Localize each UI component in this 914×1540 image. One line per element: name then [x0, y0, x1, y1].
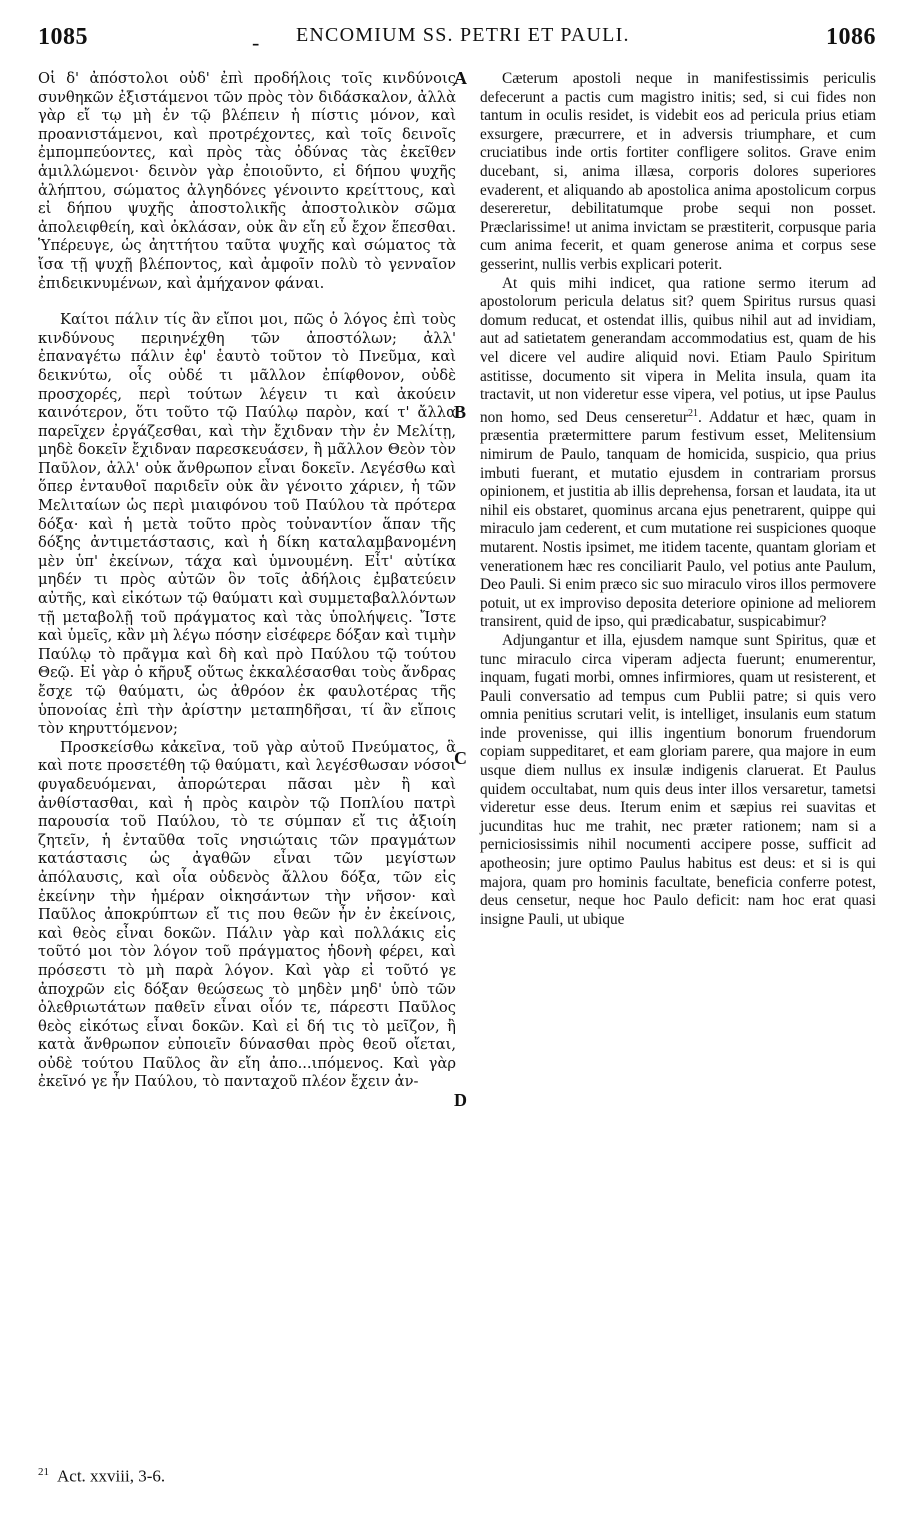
latin-paragraph-3: Adjungantur et illa, ejusdem namque sunt Spiritus, quæ et tunc miraculo circa viperam adjecta fuerunt; enumerentur, inquam, fugati morbi, omnes infirmiores, quam ut resisterent, et Pauli conversatio ad tempus cum Publii patre; si quis vero omnia penitius scrutari velit, is intelliget, insulanis eum statum inde provenisse, qui illis ingentium bonorum fruendorum copiam suppeditaret, et eam gloriam parere, qua majore in eum usque diem nullus ex insulæ indigenis claruerat. Et Paulus quidem occultabat, num quis deus inter illos versaretur, tametsi videretur esse deus. Iterum enim et sæpius rei suavitas et jucunditas huc me trahit, nec præter rationem; nam si a perniciosissimis nihil nocumenti accipere posse, sufficit ad apotheosin; jure optimo Paulus habitus est deus: et si is qui majora, quam pro hominis facultate, beneficia conferre potest, deus censetur, neque hoc Paulo deficit: nam hoc erat quasi insigne Pauli, ut ubique: [480, 631, 876, 928]
latin-column: [480, 70, 876, 929]
footnote-ref: 21: [687, 407, 698, 419]
latin-paragraph-1: Cæterum apostoli neque in manifestissimis periculis defecerunt a pactis cum magistro initis; sed, si cui fides non tantum in oculis residet, is videbit eos ad pericula prius etiam exsurgere, præcurrere, et in adversis triumphare, et cum cruciatibus inde ortis fortiter confligere solitos. Grave enim ducebant, si, anima illæsa, corporis dolores superiores evaderent, et aliquando ab apostolica anima apostolicum corpus desereretur, debilitatumque probe sequi non posset. Præclarissime! ut anima invictam se præstiterit, corpusque paria cum anima fecerit, et quam generose anima et corpus sese gesserint, nullis verbis explicari poterit.: [480, 70, 876, 273]
margin-letter-a: A: [454, 68, 467, 88]
margin-letter-d: D: [454, 1090, 467, 1110]
latin-paragraph-2-tail: . Addatur et hæc, quam in præsentia prætermittere parum festivum esset, Melitensium nimirum de Paulo, tanquam de homicida, suspicio, qua prius imbuti fuerant, et mutatio ejusdem in contrariam prorsus opinionem, et justitia ab illis deprehensa, forsan et laudata, ita ut nihil eis obstaret, quominus arcana ejus penetrarent, quippe qui miraculo jam cederent, et cum mutatione rei suspiciones quoque mutarent. Nostis ipsimet, me itidem tacente, quantam gloriam et venerationem hæc res conciliarit Paulo, vel potius ante Paulum, Deo Pauli. Si enim præco sic suo miraculo viros illos permovere potuit, ut ex improviso deposita deteriore opinione ad meliorem transirent, quid de ipso, qui prædicabatur, suspicabimur?: [480, 408, 876, 631]
margin-letter-b: B: [454, 402, 467, 422]
greek-paragraph-2: Καίτοι πάλιν τίς ἂν εἴποι μοι, πῶς ὁ λόγος ἐπὶ τοὺς κινδύνους περιηνέχθη τῶν ἀποστόλων; ἀλλ' ἐπαναγέτω πάλιν ἐφ' ἑαυτὸ τοῦτον τὸ Πνεῦμα, καὶ δεικνύτω, οἷς οὐδέ τι μᾶλλον ἐπίφθονον, οὐδὲ προσχορές, περὶ τούτων λέγειν τι καὶ ἀκούειν καινότερον, ὅτι τοῦτο τῷ Παύλῳ παρὸν, καί τ' ἄλλα παρεῖχεν ἐργάζεσθαι, καὶ τὴν ἔχιδναν τὴν ἐν Μελίτῃ, μηδὲ δοκεῖν ἔχιδναν παρεσκευάσεν, ἢ μᾶλλον Θεὸν τὸν Παῦλον, ἀλλ' οὐκ ἄνθρωπον εἶναι δοκεῖν. Λεγέσθω καὶ ὅπερ ἐνταυθοῖ παριδεῖν οὐκ ἂν γένοιτο χάριεν, ἡ τῶν Μελιταίων ὡς περὶ μιαιφόνου τοῦ Παύλου τὰ πρότερα δόξα· καὶ ἡ μετὰ τοῦτο πρὸς τοὐναντίον ἅπαν τῆς δόξης ἀντιμετάστασις, καὶ ἡ δίκη καταλαμβανομένη μὲν ὑπ' ἐκείνων, τάχα καὶ ὑμνουμένη. Εἶτ' αὐτίκα μηδέν τι πρὸς αὐτῶν ὃν τοῖς ἀδήλοις ἐμβατεύειν αὐτῆς, καὶ εἰκότων τῷ θαύματι καὶ συμμεταβαλλόντων τῇ μεταβολῇ τοῦ πράγματος καὶ τὰς ὑπολήψεις. Ἴστε καὶ ὑμεῖς, κἂν μὴ λέγω πόσην εἰσέφερε δόξαν καὶ τιμὴν Παύλῳ τὸ πρᾶγμα καὶ δὴ καὶ πρὸ Παύλου τῷ τούτου Θεῷ. Εἰ γὰρ ὁ κῆρυξ οὕτως ἐκκαλέσασθαι τοὺς ἄνδρας ἔσχε τῷ θαύματι, ὡς ἀθρόον ἐκ φαυλοτέρας τῆς ὑπονοίας ἐπὶ τὴν ἀρίστην μεταπηδῆσαι, τί ἂν εἴποις τὸν κηρυττόμενον;: [38, 311, 456, 738]
footnote-text: Act. xxviii, 3-6.: [57, 1466, 166, 1486]
page-number-right: 1086: [826, 24, 876, 50]
footnote: [38, 1466, 165, 1487]
latin-paragraph-2-text: At quis mihi indicet, qua ratione sermo iterum ad apostolorum pericula delatus sit? quem Spiritus rursus quasi domum reducat, et ostendat illis, quibus nihil aut ad invidiam, aut ad satietatem generandam accommodatius est, quam de his vel dicere vel audire aliquid novi. Etiam Paulo Spiritum astitisse, documento sit vipera in Melita insula, quam ita tractavit, ut non videretur esse vipera, vel potius, ut ipse Paulus non homo, sed Deus censeretur: [480, 274, 876, 426]
greek-paragraph-1: Οἱ δ' ἀπόστολοι οὐδ' ἐπὶ προδήλοις τοῖς κινδύνοις συνθηκῶν ἐξιστάμενοι τῶν πρὸς τὸν διδάσκαλον, ἀλλὰ γὰρ εἴ τῳ μὴ ἐν τῷ βλέπειν ἡ πίστις μόνον, καὶ προανιστάμενοι, καὶ προτρέχοντες, καὶ τοῖς δεινοῖς ἐμπομπεύοντες, καὶ πρὸς τὰς ὀδύνας τὰς ἐκεῖθεν ἁμιλλώμενοι· δεινὸν γὰρ ἐποιοῦντο, εἰ δήπου ψυχῆς ἀλήπτου, σώματος ἀλγηδόνες γένοιντο κρείττους, καὶ εἰ δήπου ψυχῆς ἀποστολικῆς ἀποστολικὸν σῶμα ἀπολειφθείη, καὶ ὀκλάσαν, οὐκ ἂν εἴη εὖ ἔχον ἕπεσθαι. Ὑπέρευγε, ὡς ἀηττήτου ταῦτα ψυχῆς καὶ σώματος τὰ ἴσα τῇ ψυχῇ βλέποντος, καὶ ἀμφοῖν πολὺ τὸ γενναῖον ἐπιδεικνυμένων, καὶ ἀμήχανον φάναι.: [38, 70, 456, 292]
greek-column: [38, 70, 456, 1092]
header-dash: -: [252, 30, 260, 55]
running-title: ENCOMIUM SS. PETRI ET PAULI.: [296, 24, 630, 46]
margin-letter-c: C: [454, 748, 467, 768]
latin-paragraph-2: [480, 275, 876, 632]
page-number-left: 1085: [38, 24, 88, 50]
greek-paragraph-3: Προσκείσθω κἀκεῖνα, τοῦ γὰρ αὐτοῦ Πνεύματος, ἃ καὶ ποτε προσετέθη τῷ θαύματι, καὶ λεγέσθωσαν νόσοι φυγαδευόμεναι, ἀπορώτεραι πᾶσαι μὲν ἢ καὶ ἀνθίστασθαι, καὶ ἡ πρὸς καιρὸν τῷ Ποπλίου πατρὶ παρουσία τοῦ Παύλου, τὸ τε σύμπαν εἴ τις ἀξιοίη ζητεῖν, ἡ ἐνταῦθα τοῖς νησιώταις τῶν πραγμάτων κατάστασις ὡς ἀγαθῶν εἶναι τῶν μεγίστων ἀπόλαυσις, καὶ οἷα οὐδενὸς ἄλλου δόξα, τῶν εἰς ἐκείνην τὴν ἡμέραν οἰκησάντων τὴν νῆσον· καὶ Παῦλος ἀποκρύπτων εἴ τις που θεῶν ἦν ἐν ἐκείνοις, καὶ θεὸς εἶναι δοκῶν. Πάλιν γὰρ καὶ πολλάκις εἰς τοῦτό μοι τὸν λόγον τοῦ πράγματος ἡδονὴ φέρει, καὶ πρόσεστι τὸ μὴ παρὰ λόγον. Καὶ γὰρ εἰ τοῦτό γε ἀποχρῶν εἰς δόξαν θεώσεως τὸ μηδὲν μηδ' ὑπὸ τῶν ὀλεθριωτάτων παθεῖν εἶναι οἷόν τε, πάρεστι Παῦλος θεὸς εἰκότως εἶναι δοκῶν. Καὶ εἰ δή τις τὸ μεῖζον, ἢ κατὰ ἄνθρωπον εὐποιεῖν δύνασθαι πρὸς θεοῦ οἴεται, οὐδὲ τούτου Παῦλος ἂν εἴη ἀπο...ιπόμενος. Καὶ γὰρ ἐκεῖνό γε ἦν Παύλου, τὸ πανταχοῦ πλέον ἔχειν ἀν-: [38, 738, 456, 1091]
footnote-number: 21: [38, 1466, 49, 1478]
